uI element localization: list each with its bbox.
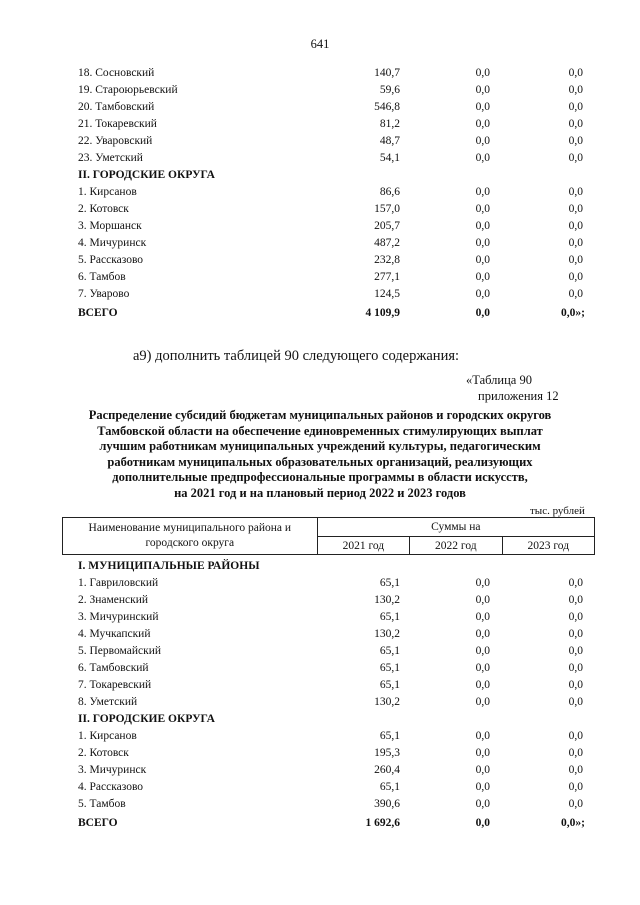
value-2022: 0,0	[475, 628, 490, 640]
table-row	[0, 779, 640, 796]
row-name: 1. Кирсанов	[78, 730, 137, 742]
total-2023: 0,0»;	[561, 817, 585, 829]
header-2023: 2023 год	[502, 537, 594, 555]
total-2022: 0,0	[475, 817, 490, 829]
value-2022: 0,0	[475, 577, 490, 589]
value-2021: 124,5	[374, 288, 400, 300]
value-2022: 0,0	[475, 135, 490, 147]
table-ref-line1: «Таблица 90	[466, 373, 532, 387]
total-2021: 4 109,9	[365, 307, 400, 319]
section-heading-row	[0, 711, 640, 728]
value-2021: 487,2	[374, 237, 400, 249]
title-line: Распределение субсидий бюджетам муниципальных районов и городских округов	[88, 408, 552, 422]
value-2023: 0,0	[568, 594, 583, 606]
header-2022: 2022 год	[410, 537, 502, 555]
table-row	[0, 643, 640, 660]
title-line: работникам муниципальных образовательных организаций, реализующих	[107, 454, 533, 469]
value-2023: 0,0	[568, 271, 583, 283]
value-2023: 0,0	[568, 747, 583, 759]
table-row	[0, 269, 640, 286]
total-row	[0, 815, 640, 832]
value-2022: 0,0	[475, 203, 490, 215]
table-row	[0, 609, 640, 626]
value-2023: 0,0	[568, 118, 583, 130]
row-name: 6. Тамбовский	[78, 662, 149, 674]
value-2022: 0,0	[475, 237, 490, 249]
value-2021: 195,3	[374, 747, 400, 759]
table-row	[0, 677, 640, 694]
value-2021: 205,7	[374, 220, 400, 232]
row-name: 21. Токаревский	[78, 118, 157, 130]
row-name: 20. Тамбовский	[78, 101, 155, 113]
value-2023: 0,0	[568, 696, 583, 708]
row-name: 4. Мичуринск	[78, 237, 147, 249]
value-2022: 0,0	[475, 271, 490, 283]
value-2023: 0,0	[568, 84, 583, 96]
value-2023: 0,0	[568, 101, 583, 113]
value-2023: 0,0	[568, 662, 583, 674]
value-2022: 0,0	[475, 254, 490, 266]
value-2021: 390,6	[374, 798, 400, 810]
table-row	[0, 796, 640, 813]
table-row	[0, 235, 640, 252]
value-2023: 0,0	[568, 135, 583, 147]
value-2023: 0,0	[568, 679, 583, 691]
table-row	[0, 201, 640, 218]
value-2021: 65,1	[379, 645, 400, 657]
row-name: 2. Котовск	[78, 203, 129, 215]
table-row	[0, 575, 640, 592]
row-name: I. МУНИЦИПАЛЬНЫЕ РАЙОНЫ	[78, 560, 260, 572]
table-row	[0, 150, 640, 167]
value-2021: 140,7	[374, 67, 400, 79]
row-name: 1. Кирсанов	[78, 186, 137, 198]
value-2022: 0,0	[475, 696, 490, 708]
value-2023: 0,0	[568, 152, 583, 164]
value-2022: 0,0	[475, 186, 490, 198]
value-2023: 0,0	[568, 288, 583, 300]
value-2021: 157,0	[374, 203, 400, 215]
value-2021: 130,2	[374, 628, 400, 640]
row-name: 7. Токаревский	[78, 679, 152, 691]
units-label: тыс. рублей	[530, 505, 585, 517]
value-2021: 130,2	[374, 594, 400, 606]
value-2023: 0,0	[568, 67, 583, 79]
title-line: лучшим работникам муниципальных учреждений культуры, педагогическим	[99, 439, 541, 453]
value-2022: 0,0	[475, 764, 490, 776]
row-name: II. ГОРОДСКИЕ ОКРУГА	[78, 713, 215, 725]
value-2021: 546,8	[374, 101, 400, 113]
value-2022: 0,0	[475, 798, 490, 810]
value-2021: 65,1	[379, 781, 400, 793]
row-name: 3. Мичуринск	[78, 764, 147, 776]
value-2022: 0,0	[475, 67, 490, 79]
table-row	[0, 694, 640, 711]
value-2023: 0,0	[568, 254, 583, 266]
row-name: 18. Сосновский	[78, 67, 155, 79]
value-2022: 0,0	[475, 101, 490, 113]
table-header	[62, 517, 595, 555]
section-heading-row	[0, 558, 640, 575]
row-name: 23. Уметский	[78, 152, 143, 164]
header-sums: Суммы на	[317, 518, 594, 537]
header-name-col: Наименование муниципального района и городского округа	[63, 518, 318, 555]
row-name: 2. Знаменский	[78, 594, 149, 606]
table-row	[0, 762, 640, 779]
table-row	[0, 133, 640, 150]
table-row	[0, 626, 640, 643]
title-line: дополнительные предпрофессиональные программы в области искусств,	[112, 470, 528, 484]
title-line: на 2021 год и на плановый период 2022 и 2023 годов	[174, 485, 466, 500]
value-2022: 0,0	[475, 152, 490, 164]
table-row	[0, 99, 640, 116]
table-row	[0, 82, 640, 99]
value-2023: 0,0	[568, 764, 583, 776]
value-2022: 0,0	[475, 747, 490, 759]
table-row	[0, 116, 640, 133]
table-ref-line2: приложения 12	[478, 389, 559, 403]
value-2021: 232,8	[374, 254, 400, 266]
total-label: ВСЕГО	[78, 817, 118, 829]
value-2022: 0,0	[475, 288, 490, 300]
value-2023: 0,0	[568, 628, 583, 640]
value-2023: 0,0	[568, 186, 583, 198]
title-line: Тамбовской области на обеспечение единовременных стимулирующих выплат	[97, 423, 543, 438]
value-2021: 54,1	[379, 152, 400, 164]
value-2022: 0,0	[475, 781, 490, 793]
value-2021: 86,6	[379, 186, 400, 198]
value-2022: 0,0	[475, 611, 490, 623]
value-2022: 0,0	[475, 220, 490, 232]
row-name: 5. Рассказово	[78, 254, 144, 266]
value-2022: 0,0	[475, 118, 490, 130]
value-2021: 65,1	[379, 611, 400, 623]
value-2023: 0,0	[568, 781, 583, 793]
total-row	[0, 305, 640, 322]
row-name: II. ГОРОДСКИЕ ОКРУГА	[78, 169, 215, 181]
row-name: 7. Уварово	[78, 288, 130, 300]
value-2022: 0,0	[475, 730, 490, 742]
row-name: 2. Котовск	[78, 747, 129, 759]
row-name: 5. Тамбов	[78, 798, 126, 810]
table-row	[0, 592, 640, 609]
value-2021: 81,2	[379, 118, 400, 130]
value-2022: 0,0	[475, 662, 490, 674]
total-2022: 0,0	[475, 307, 490, 319]
row-name: 1. Гавриловский	[78, 577, 159, 589]
value-2023: 0,0	[568, 237, 583, 249]
value-2022: 0,0	[475, 645, 490, 657]
amendment-text: а9) дополнить таблицей 90 следующего содержания:	[133, 348, 460, 364]
row-name: 4. Мучкапский	[78, 628, 151, 640]
table-row	[0, 728, 640, 745]
value-2023: 0,0	[568, 645, 583, 657]
table-row	[0, 218, 640, 235]
table-row	[0, 65, 640, 82]
total-label: ВСЕГО	[78, 307, 118, 319]
row-name: 19. Староюрьевский	[78, 84, 178, 96]
value-2023: 0,0	[568, 730, 583, 742]
table-row	[0, 252, 640, 269]
row-name: 22. Уваровский	[78, 135, 153, 147]
value-2023: 0,0	[568, 798, 583, 810]
value-2023: 0,0	[568, 203, 583, 215]
row-name: 5. Первомайский	[78, 645, 161, 657]
value-2023: 0,0	[568, 220, 583, 232]
table-title	[60, 408, 580, 501]
table-row	[0, 745, 640, 762]
section-heading-row	[0, 167, 640, 184]
value-2021: 65,1	[379, 662, 400, 674]
row-name: 6. Тамбов	[78, 271, 126, 283]
value-2021: 65,1	[379, 577, 400, 589]
value-2022: 0,0	[475, 594, 490, 606]
total-2021: 1 692,6	[365, 817, 400, 829]
value-2022: 0,0	[475, 679, 490, 691]
value-2021: 48,7	[379, 135, 400, 147]
table-row	[0, 184, 640, 201]
row-name: 8. Уметский	[78, 696, 138, 708]
value-2022: 0,0	[475, 84, 490, 96]
header-2021: 2021 год	[317, 537, 409, 555]
page-number: 641	[310, 37, 330, 51]
total-2023: 0,0»;	[561, 307, 585, 319]
value-2021: 277,1	[374, 271, 400, 283]
value-2021: 260,4	[374, 764, 400, 776]
table-row	[0, 286, 640, 303]
value-2021: 65,1	[379, 679, 400, 691]
row-name: 4. Рассказово	[78, 781, 144, 793]
row-name: 3. Мичуринский	[78, 611, 159, 623]
table-row	[0, 660, 640, 677]
value-2023: 0,0	[568, 577, 583, 589]
value-2021: 59,6	[379, 84, 400, 96]
value-2023: 0,0	[568, 611, 583, 623]
value-2021: 65,1	[379, 730, 400, 742]
row-name: 3. Моршанск	[78, 220, 142, 232]
value-2021: 130,2	[374, 696, 400, 708]
